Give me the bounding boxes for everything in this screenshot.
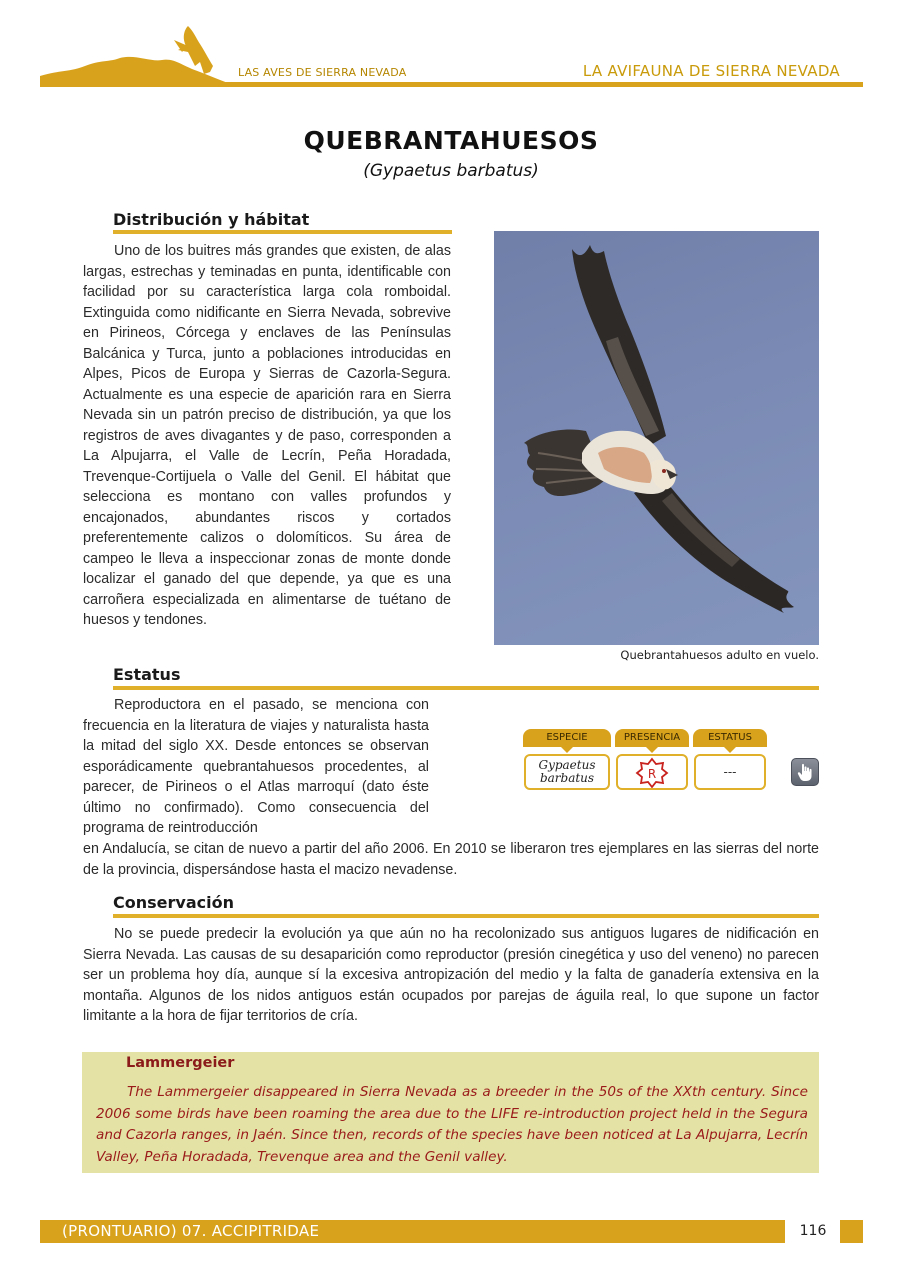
header-series-title: LAS AVES DE SIERRA NEVADA	[238, 66, 407, 79]
header-chapter-title: LA AVIFAUNA DE SIERRA NEVADA	[582, 62, 840, 80]
label-presencia: PRESENCIA	[615, 729, 689, 747]
species-title: QUEBRANTAHUESOS	[303, 126, 599, 155]
english-summary-text: The Lammergeier disappeared in Sierra Nevada as a breeder in the 50s of the XXth century. Since 2006 some birds have been roaming the area due to the LIFE re-introduction project held in the Segura and Cazorla ranges, in Jaén. Since then, records of the species have been noticed at La Alpujarra, Lecrín Valley, Peña Horadada, Trevenque area and the Genil valley.	[96, 1084, 808, 1165]
hand-pointer-icon	[792, 759, 818, 785]
conservacion-paragraph: No se puede predecir la evolución ya que aún no ha recolonizado sus antiguos lugares de nidificación en Sierra Nevada. Las causas de su desaparición como reproductor (presión cinegética y uso del veneno) no parecen ser un problema hoy día, aunque sí la excesiva antropización del medio y la falta de ganadería extensiva en la montaña. Algunos de los nidos antiguos están ocupados por parejas de águila real, lo que supone un factor limitante a la hora de fijar territorios de cría.	[83, 926, 819, 1024]
especie-box	[524, 754, 610, 790]
footer-accent-square	[840, 1220, 863, 1243]
estatus-value: ---	[723, 765, 737, 779]
section-heading-estatus: Estatus	[113, 665, 181, 684]
photo-caption: Quebrantahuesos adulto en vuelo.	[620, 648, 819, 662]
section-heading-conservacion: Conservación	[113, 893, 234, 912]
english-summary-box	[82, 1052, 819, 1173]
hand-pointer-button[interactable]	[791, 758, 819, 786]
bird-over-mountains-icon	[0, 0, 902, 95]
distribucion-paragraph: Uno de los buitres más grandes que existen, de alas largas, estrechas y teminadas en punta, identificable con facilidad por su característica larga cola romboidal. Extinguida como nidificante en Sierra Nevada, sobrevive en Pirineos, Córcega y enclaves de las Penínsulas Balcánica y Turca, junto a poblaciones introducidas en Alpes, Picos de Europa y Sierras de Cazorla-Segura. Actualmente es una especie de aparición rara en Sierra Nevada sin un patrón preciso de distribución, ya que los registros de aves divagantes y de paso, corresponden a La Alpujarra, el Valle de Lecrín, Peña Horadada, Trevenque-Cortijuela o Valle del Genil. El hábitat que selecciona es montano con valles profundos y encajonados, abundantes riscos y cortados preferentemente calizos o dolomíticos. Su área de campeo le lleva a inspeccionar zonas de monte donde localizar el ganado del que depende, ya que es una carroñera especializada en alimentarse de tuétano de huesos y tendones.	[83, 243, 451, 628]
footer-chapter: (PRONTUARIO) 07. ACCIPITRIDAE	[62, 1222, 320, 1240]
estatus-box	[694, 754, 766, 790]
presencia-code: R	[647, 767, 657, 781]
section-divider	[113, 914, 819, 918]
estatus-paragraph-continued: en Andalucía, se citan de nuevo a partir del año 2006. En 2010 se liberaron tres ejemplares en las sierras del norte de la provincia, dispersándose hasta el macizo nevadense.	[83, 841, 819, 878]
estatus-paragraph: Reproductora en el pasado, se menciona con frecuencia en la literatura de viajes y naturalista hasta la mitad del siglo XX. Desde entonces se observan esporádicamente quebrantahuesos procedentes, al parecer, de Pirineos o el Atlas marroquí (dato éste último no confirmado). Como consecuencia del programa de reintroducción	[83, 697, 429, 836]
bird-photo	[494, 231, 819, 645]
page-header	[0, 0, 902, 95]
section-divider	[113, 230, 452, 234]
section-heading-distribucion: Distribución y hábitat	[113, 210, 310, 229]
section-divider	[113, 686, 819, 690]
english-summary-title: Lammergeier	[126, 1055, 235, 1071]
especie-epithet: barbatus	[539, 771, 595, 785]
especie-genus: Gypaetus	[538, 758, 596, 772]
label-especie: ESPECIE	[523, 729, 611, 747]
presencia-badge-icon	[618, 756, 686, 788]
footer-bar	[40, 1220, 785, 1243]
presencia-box	[616, 754, 688, 790]
label-estatus: ESTATUS	[693, 729, 767, 747]
species-scientific-name: (Gypaetus barbatus)	[363, 161, 539, 181]
lammergeier-in-flight-image	[494, 231, 819, 645]
page-number: 116	[799, 1223, 827, 1239]
